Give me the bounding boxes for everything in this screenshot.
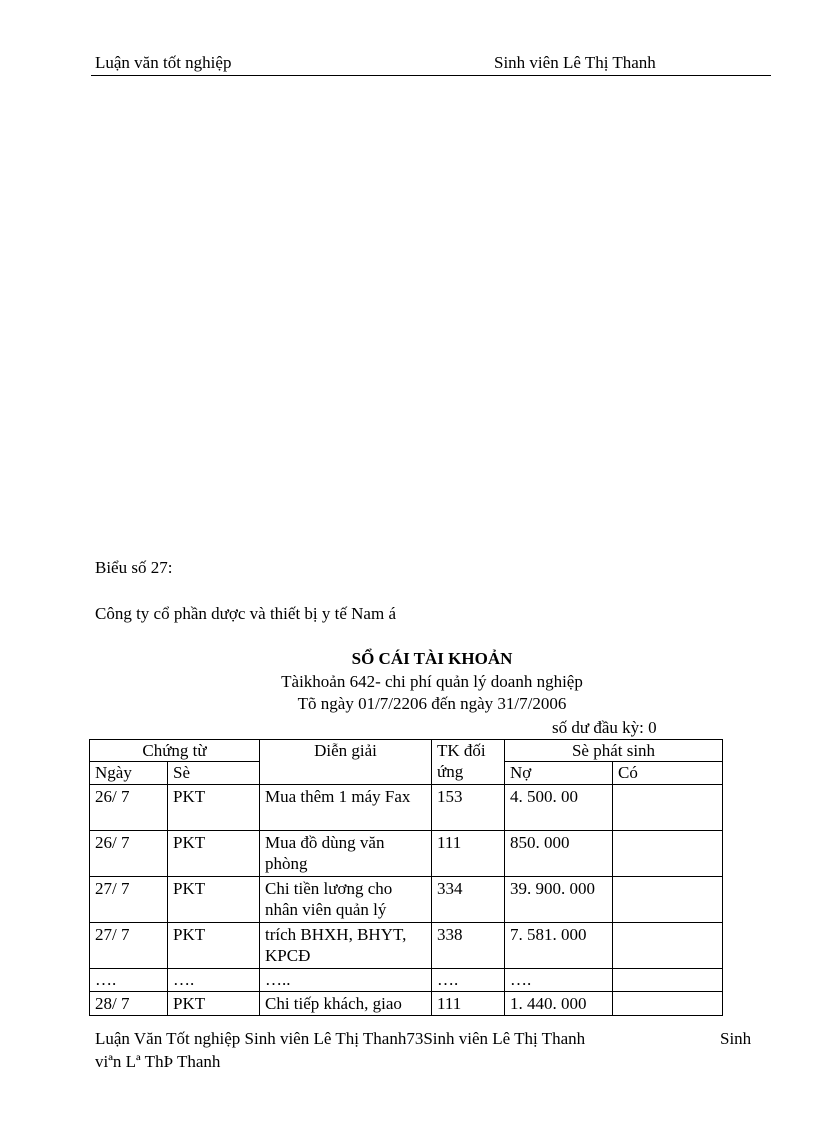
table-row — [90, 969, 723, 992]
cell-ngay: 27/ 7 — [90, 923, 168, 969]
ledger-period-line: Tõ ngày 01/7/2206 đến ngày 31/7/2006 — [297, 694, 567, 713]
ledger-account-line: Tàikhoản 642- chi phí quản lý doanh nghiệp — [281, 672, 583, 691]
cell-dien-giai: ….. — [260, 969, 432, 992]
table-row — [90, 877, 723, 923]
cell-so: …. — [168, 969, 260, 992]
cell-no: 850. 000 — [505, 831, 613, 877]
cell-so: PKT — [168, 992, 260, 1016]
cell-so: PKT — [168, 785, 260, 831]
cell-co — [613, 785, 723, 831]
cell-so: PKT — [168, 831, 260, 877]
header-chung-tu: Chứng từ — [90, 740, 260, 762]
header-co: Có — [613, 762, 723, 785]
ledger-title: SỔ CÁI TÀI KHOẢN — [351, 649, 513, 668]
cell-dien-giai: Chi tiền lương cho nhân viên quản lý — [260, 877, 432, 923]
header-right-author: Sinh viên Lê Thị Thanh — [494, 53, 656, 72]
footer-line-2: viªn Lª ThÞ Thanh — [95, 1052, 221, 1071]
cell-so: PKT — [168, 877, 260, 923]
table-row — [90, 831, 723, 877]
footer-line-1: Luận Văn Tốt nghiệp Sinh viên Lê Thị Thanh73Sinh viên Lê Thị Thanh — [95, 1029, 586, 1048]
cell-ngay: 27/ 7 — [90, 877, 168, 923]
cell-no: 1. 440. 000 — [505, 992, 613, 1016]
table-row — [90, 992, 723, 1016]
footer-right: Sinh — [720, 1029, 752, 1048]
header-no: Nợ — [505, 762, 613, 785]
header-tk-doi-ung: TK đối ứng — [432, 740, 505, 785]
table-row — [90, 923, 723, 969]
cell-co — [613, 877, 723, 923]
cell-tk: …. — [432, 969, 505, 992]
cell-so: PKT — [168, 923, 260, 969]
cell-ngay: 28/ 7 — [90, 992, 168, 1016]
cell-co — [613, 831, 723, 877]
cell-no: …. — [505, 969, 613, 992]
cell-co — [613, 992, 723, 1016]
cell-dien-giai: Chi tiếp khách, giao — [260, 992, 432, 1016]
cell-ngay: 26/ 7 — [90, 785, 168, 831]
opening-balance: số dư đầu kỳ: 0 — [552, 718, 657, 737]
header-dien-giai: Diễn giải — [260, 740, 432, 785]
table-header-row — [90, 740, 723, 762]
header-rule — [91, 75, 771, 76]
cell-no: 7. 581. 000 — [505, 923, 613, 969]
cell-tk: 334 — [432, 877, 505, 923]
header-so-phat-sinh: Sè phát sinh — [505, 740, 723, 762]
cell-no: 39. 900. 000 — [505, 877, 613, 923]
cell-ngay: …. — [90, 969, 168, 992]
cell-tk: 111 — [432, 992, 505, 1016]
cell-tk: 111 — [432, 831, 505, 877]
cell-ngay: 26/ 7 — [90, 831, 168, 877]
cell-tk: 153 — [432, 785, 505, 831]
cell-co — [613, 923, 723, 969]
header-left-title: Luận văn tốt nghiệp — [95, 53, 232, 72]
ledger-table — [89, 739, 723, 1016]
cell-dien-giai: Mua thêm 1 máy Fax — [260, 785, 432, 831]
cell-no: 4. 500. 00 — [505, 785, 613, 831]
header-ngay: Ngày — [90, 762, 168, 785]
table-row — [90, 785, 723, 831]
form-number: Biểu số 27: — [95, 558, 173, 577]
cell-dien-giai: trích BHXH, BHYT, KPCĐ — [260, 923, 432, 969]
cell-co — [613, 969, 723, 992]
cell-tk: 338 — [432, 923, 505, 969]
company-name: Công ty cổ phần dược và thiết bị y tế Nam á — [95, 604, 396, 623]
cell-dien-giai: Mua đồ dùng văn phòng — [260, 831, 432, 877]
header-so: Sè — [168, 762, 260, 785]
